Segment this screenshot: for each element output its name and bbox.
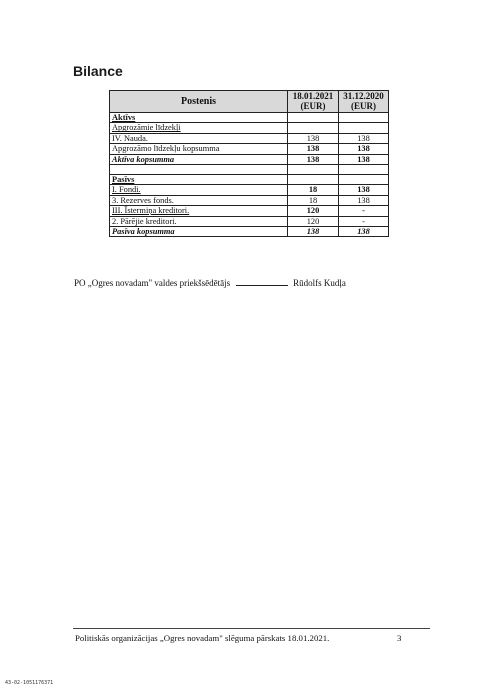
row-label: Apgrozāmie līdzekļi xyxy=(110,123,288,133)
signature-role: PO „Ogres novadam" valdes priekšsēdētājs xyxy=(74,278,231,288)
row-label: Apgrozāmo līdzekļu kopsumma xyxy=(110,144,288,154)
row-label: Pasīva kopsumma xyxy=(110,227,288,237)
row-value-1: 120 xyxy=(288,216,339,226)
row-value-1: 138 xyxy=(288,133,339,143)
row-label: 2. Pārējie kreditori. xyxy=(110,216,288,226)
row-value-2: - xyxy=(339,216,389,226)
footer-text: Politiskās organizācijas „Ogres novadam" slēguma pārskats 18.01.2021. xyxy=(75,633,330,643)
table-row xyxy=(110,123,389,133)
row-value-1: 18 xyxy=(288,195,339,205)
header-date-2-label: 31.12.2020 xyxy=(343,91,384,101)
row-value-1: 138 xyxy=(288,144,339,154)
row-value-2 xyxy=(339,113,389,123)
header-date-1 xyxy=(288,91,339,113)
row-label: 3. Rezerves fonds. xyxy=(110,195,288,205)
row-value-2: 138 xyxy=(339,195,389,205)
row-value-1 xyxy=(288,113,339,123)
row-label: III. Īstermiņa kreditori. xyxy=(110,206,288,216)
balance-table xyxy=(109,90,389,237)
row-value-1 xyxy=(288,175,339,185)
signature-name: Rūdolfs Kudļa xyxy=(293,278,346,288)
row-value-2: 138 xyxy=(339,133,389,143)
table-row xyxy=(110,113,389,123)
table-header-row xyxy=(110,91,389,113)
row-value-1: 120 xyxy=(288,206,339,216)
row-value-1 xyxy=(288,165,339,175)
table-row xyxy=(110,195,389,205)
footer-divider xyxy=(73,628,430,629)
table-row xyxy=(110,185,389,195)
header-date-2-unit: (EUR) xyxy=(351,100,376,111)
page-title: Bilance xyxy=(73,63,123,79)
row-value-1 xyxy=(288,123,339,133)
row-value-2: 138 xyxy=(339,154,389,164)
table-row xyxy=(110,206,389,216)
row-value-2: 138 xyxy=(339,144,389,154)
signature-line xyxy=(236,285,288,286)
row-value-2: - xyxy=(339,206,389,216)
signature-block xyxy=(74,278,346,288)
table-row xyxy=(110,144,389,154)
row-value-2 xyxy=(339,165,389,175)
table-row xyxy=(110,216,389,226)
row-value-2: 138 xyxy=(339,185,389,195)
row-label: Pasīvs xyxy=(110,175,288,185)
document-id: 43-02-1051176371 xyxy=(5,680,54,686)
table-row xyxy=(110,227,389,237)
table-row xyxy=(110,133,389,143)
row-label xyxy=(110,165,288,175)
header-date-2 xyxy=(339,91,389,113)
row-value-2 xyxy=(339,123,389,133)
row-value-2: 138 xyxy=(339,227,389,237)
row-value-1: 18 xyxy=(288,185,339,195)
row-label: Aktīvs xyxy=(110,113,288,123)
table-row xyxy=(110,175,389,185)
row-label: I. Fondi. xyxy=(110,185,288,195)
table-row xyxy=(110,154,389,164)
row-value-1: 138 xyxy=(288,154,339,164)
header-date-1-unit: (EUR) xyxy=(300,100,326,111)
table-row xyxy=(110,165,389,175)
header-item: Postenis xyxy=(110,91,288,113)
header-date-1-label: 18.01.2021 xyxy=(292,91,334,101)
row-label: IV. Nauda. xyxy=(110,133,288,143)
row-label: Aktīva kopsumma xyxy=(110,154,288,164)
row-value-1: 138 xyxy=(288,227,339,237)
page-number: 3 xyxy=(397,633,402,643)
row-value-2 xyxy=(339,175,389,185)
